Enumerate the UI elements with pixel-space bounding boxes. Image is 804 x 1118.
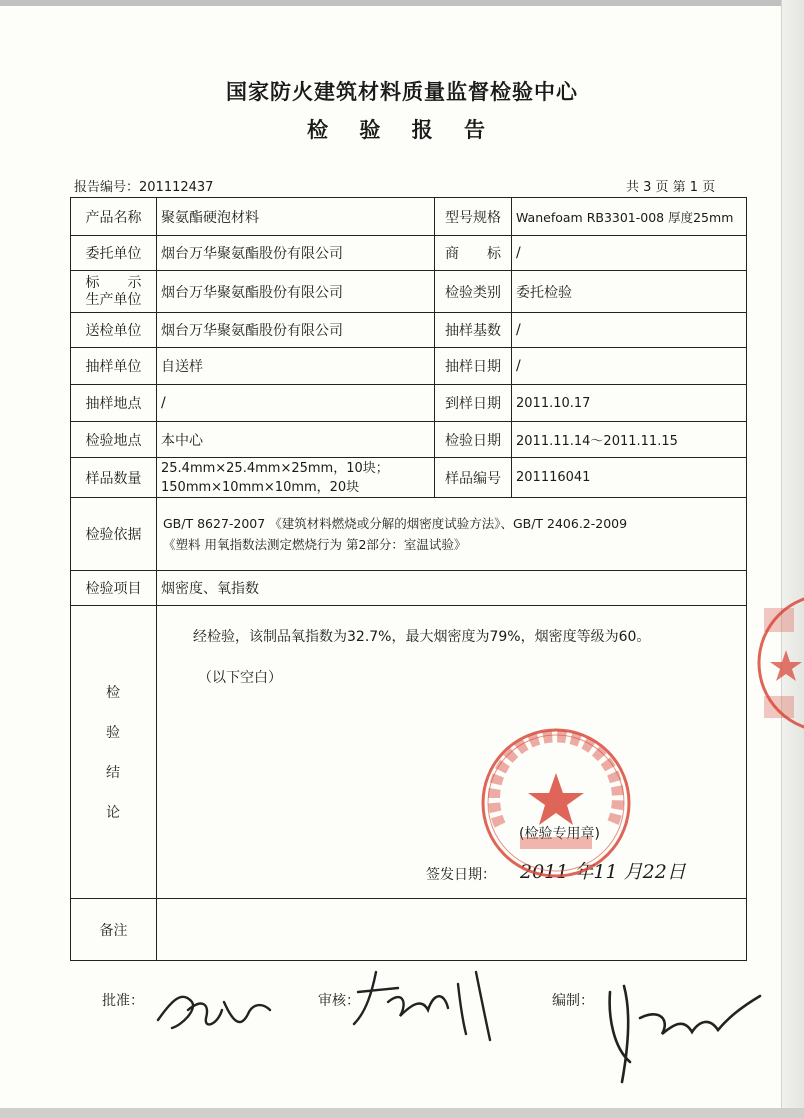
sampling-place-label: 抽样地点 (85, 396, 142, 412)
reviewer-signature (348, 962, 508, 1042)
test-date-value: 2011.11.14～2011.11.15 (516, 434, 678, 449)
model-value: Wanefoam RB3301-008 厚度25mm (516, 209, 734, 225)
trademark-label: 商 标 (445, 246, 501, 262)
sender-label: 送检单位 (85, 323, 142, 339)
client-value: 烟台万华聚氨酯股份有限公司 (161, 246, 343, 262)
compiler-signature (600, 978, 770, 1088)
arrival-date-value: 2011.10.17 (516, 395, 591, 411)
arrival-date-label: 到样日期 (445, 396, 501, 412)
org-title: 国家防火建筑材料质量监督检验中心 (226, 80, 578, 104)
test-date-label: 检验日期 (445, 432, 501, 449)
basis-label: 检验依据 (85, 527, 142, 543)
review-label: 审核： (318, 993, 360, 1009)
compile-label: 编制： (552, 993, 594, 1009)
basis-value (157, 498, 746, 570)
sample-no-value: 201116041 (516, 470, 591, 485)
sampling-date-value: / (516, 358, 521, 374)
quantity-line2: 150mm×10mm×10mm，20块 (161, 479, 360, 495)
sample-base-value: / (516, 322, 521, 338)
issue-date-label: 签发日期： (426, 867, 496, 883)
test-place-label: 检验地点 (85, 432, 142, 449)
items-label: 检验项目 (85, 581, 142, 597)
approver-signature (152, 980, 282, 1040)
quantity-label: 样品数量 (85, 470, 142, 487)
sampling-unit-value: 自送样 (161, 359, 203, 375)
producer-label-line2: 生产单位 (85, 291, 142, 308)
sampling-unit-label: 抽样单位 (85, 359, 142, 375)
conclusion-label-char: 检 (106, 685, 120, 701)
report-number: 报告编号：201112437 (74, 180, 214, 195)
blank-note: （以下空白） (198, 670, 282, 686)
product-name-value: 聚氨酯硬泡材料 (161, 209, 259, 226)
basis-line1: GB/T 8627-2007 《建筑材料燃烧或分解的烟密度试验方法》、GB/T 2406.2-2009 (163, 516, 628, 531)
basis-line2: 《塑料 用氧指数法测定燃烧行为 第2部分：室温试验》 (163, 537, 467, 552)
sample-base-label: 抽样基数 (445, 323, 501, 339)
test-place-value: 本中心 (161, 432, 203, 449)
page-indicator: 共 3 页 第 1 页 (626, 180, 716, 195)
conclusion-text: 经检验，该制品氧指数为32.7%，最大烟密度为79%，烟密度等级为60。 (193, 629, 651, 645)
client-label: 委托单位 (85, 246, 142, 262)
issue-date-value: 2011 年11 月22日 (520, 861, 686, 883)
conclusion-label-char: 论 (106, 805, 120, 821)
test-type-value: 委托检验 (516, 284, 572, 301)
edge-stamp (752, 588, 804, 738)
sender-value: 烟台万华聚氨酯股份有限公司 (161, 323, 343, 339)
approve-label: 批准： (102, 993, 144, 1009)
model-label: 型号规格 (445, 209, 501, 226)
quantity-line1: 25.4mm×25.4mm×25mm，10块； (161, 460, 389, 476)
producer-value: 烟台万华聚氨酯股份有限公司 (161, 284, 343, 301)
report-title: 检 验 报 告 (307, 118, 497, 142)
conclusion-label-char: 验 (106, 725, 120, 741)
seal-note: (检验专用章) (519, 826, 600, 842)
official-stamp (478, 725, 634, 881)
scan-edge-top (0, 0, 804, 6)
sample-no-label: 样品编号 (445, 470, 501, 487)
sampling-place-value: / (161, 395, 166, 411)
remarks-label: 备注 (99, 922, 128, 939)
remarks-value (157, 899, 746, 960)
sampling-date-label: 抽样日期 (445, 359, 501, 375)
test-type-label: 检验类别 (445, 284, 501, 301)
trademark-value: / (516, 245, 521, 261)
producer-label (71, 271, 156, 312)
producer-label-line1: 标 示 (85, 274, 142, 291)
conclusion-label-char: 结 (106, 765, 120, 781)
quantity-value (157, 458, 434, 497)
items-value: 烟密度、氧指数 (161, 581, 259, 597)
product-name-label: 产品名称 (85, 209, 142, 226)
scan-edge-bottom (0, 1108, 804, 1118)
scan-edge-right (781, 0, 804, 1118)
